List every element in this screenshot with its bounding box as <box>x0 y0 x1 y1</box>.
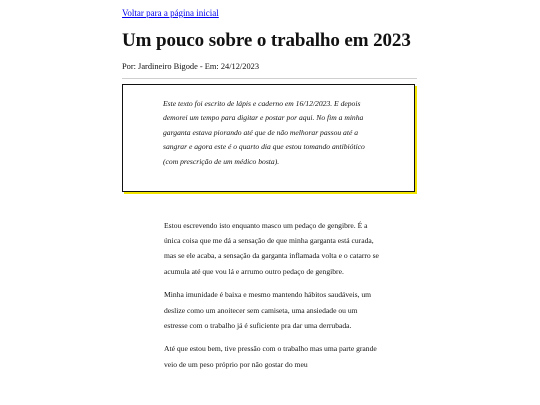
article-body <box>164 218 382 380</box>
article-paragraph-2: Minha imunidade é baixa e mesmo mantendo hábitos saudáveis, um deslize como um anoitecer sem camiseta, uma ansiedade ou um estresse com o trabalho já é suficiente pra dar uma derrubada. <box>164 290 372 330</box>
article-paragraph-3: Até que estou bem, tive pressão com o trabalho mas uma parte grande veio de um peso próprio por não gostar do meu <box>164 344 377 369</box>
note-text: Este texto foi escrito de lápis e caderno em 16/12/2023. E depois demorei um tempo para digitar e postar por aqui. No fim a minha garganta estava piorando até que de não melhorar passou até a sangrar e agora este é o quarto dia que estou tomando antibiótico (com prescrição de um médico bosta). <box>163 99 365 166</box>
back-to-home-link[interactable]: Voltar para a página inicial <box>122 8 219 18</box>
note-box <box>122 84 415 192</box>
divider <box>122 78 417 79</box>
post-byline: Por: Jardineiro Bigode - Em: 24/12/2023 <box>122 62 260 71</box>
article-paragraph-1: Estou escrevendo isto enquanto masco um pedaço de gengibre. É a única coisa que me dá a sensação de que minha garganta está curada, mas se ele acaba, a sensação da garganta inflamada volta e o catarro se acumula até que vou lá e arrumo outro pedaço de gengibre. <box>164 221 379 276</box>
page-title: Um pouco sobre o trabalho em 2023 <box>122 30 411 51</box>
